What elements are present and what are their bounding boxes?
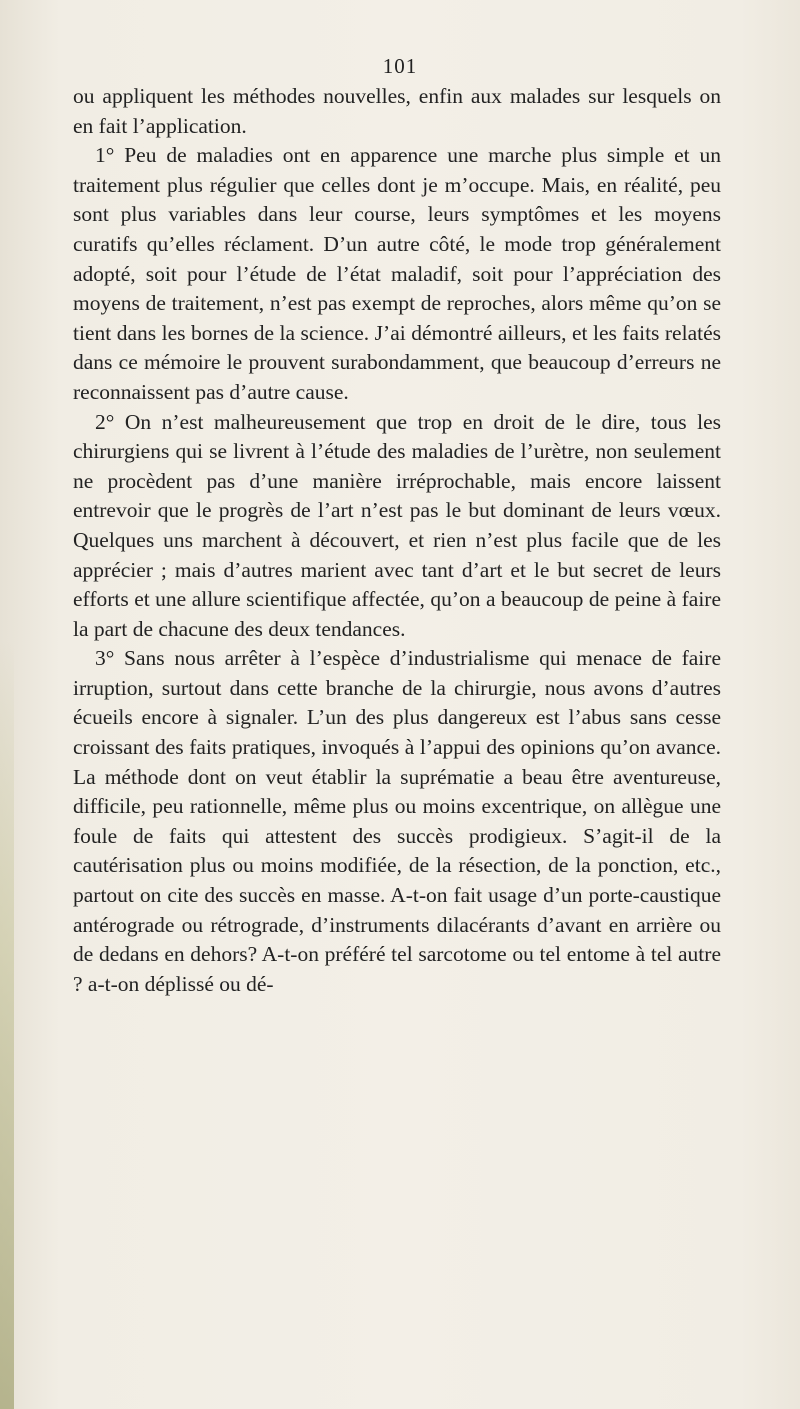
page-number: 101: [382, 54, 418, 78]
paragraph-3: 3° Sans nous arrêter à l’espèce d’industrialisme qui menace de faire irruption, surtout dans cette branche de la chirurgie, nous avons d’autres écueils encore à signaler. L’un des plus dangereux est l’abus sans cesse croissant des faits pratiques, invoqués à l’appui des opinions qu’on avance. La méthode dont on veut établir la suprématie a beau être aventureuse, difficile, peu rationnelle, même plus ou moins excentrique, on allègue une foule de faits qui attestent des succès prodigieux. S’agit-il de la cautérisation plus ou moins modifiée, de la résection, de la ponction, etc., partout on cite des succès en masse. A-t-on fait usage d’un porte-caustique antérograde ou rétrograde, d’instruments dilacérants d’avant en arrière ou de dedans en dehors? A-t-on préféré tel sarcotome ou tel entome à tel autre ? a-t-on déplissé ou dé-: [73, 646, 721, 996]
paragraph-continuation: ou appliquent les méthodes nouvelles, enfin aux malades sur lesquels on en fait l’application.: [73, 84, 721, 138]
paragraph-1: 1° Peu de maladies ont en apparence une marche plus simple et un traitement plus régulier que celles dont je m’occupe. Mais, en réalité, peu sont plus variables dans leur course, leurs symptômes et les moyens curatifs qu’elles réclament. D’un autre côté, le mode trop généralement adopté, soit pour l’étude de l’état maladif, soit pour l’appréciation des moyens de traitement, n’est pas exempt de reproches, alors même qu’on se tient dans les bornes de la science. J’ai démontré ailleurs, et les faits relatés dans ce mémoire le prouvent surabondamment, que beaucoup d’erreurs ne reconnaissent pas d’autre cause.: [73, 143, 721, 404]
paragraph-2: 2° On n’est malheureusement que trop en droit de le dire, tous les chirurgiens qui se livrent à l’étude des maladies de l’urètre, non seulement ne procèdent pas d’une manière irréprochable, mais encore laissent entrevoir que le progrès de l’art n’est pas le but dominant de leurs vœux. Quelques uns marchent à découvert, et rien n’est plus facile que de les apprécier ; mais d’autres marient avec tant d’art et le but secret de leurs efforts et une allure scientifique affectée, qu’on a beaucoup de peine à faire la part de chacune des deux tendances.: [73, 409, 721, 641]
page-edge-shadow: [0, 640, 14, 1409]
body-text: [73, 82, 721, 999]
